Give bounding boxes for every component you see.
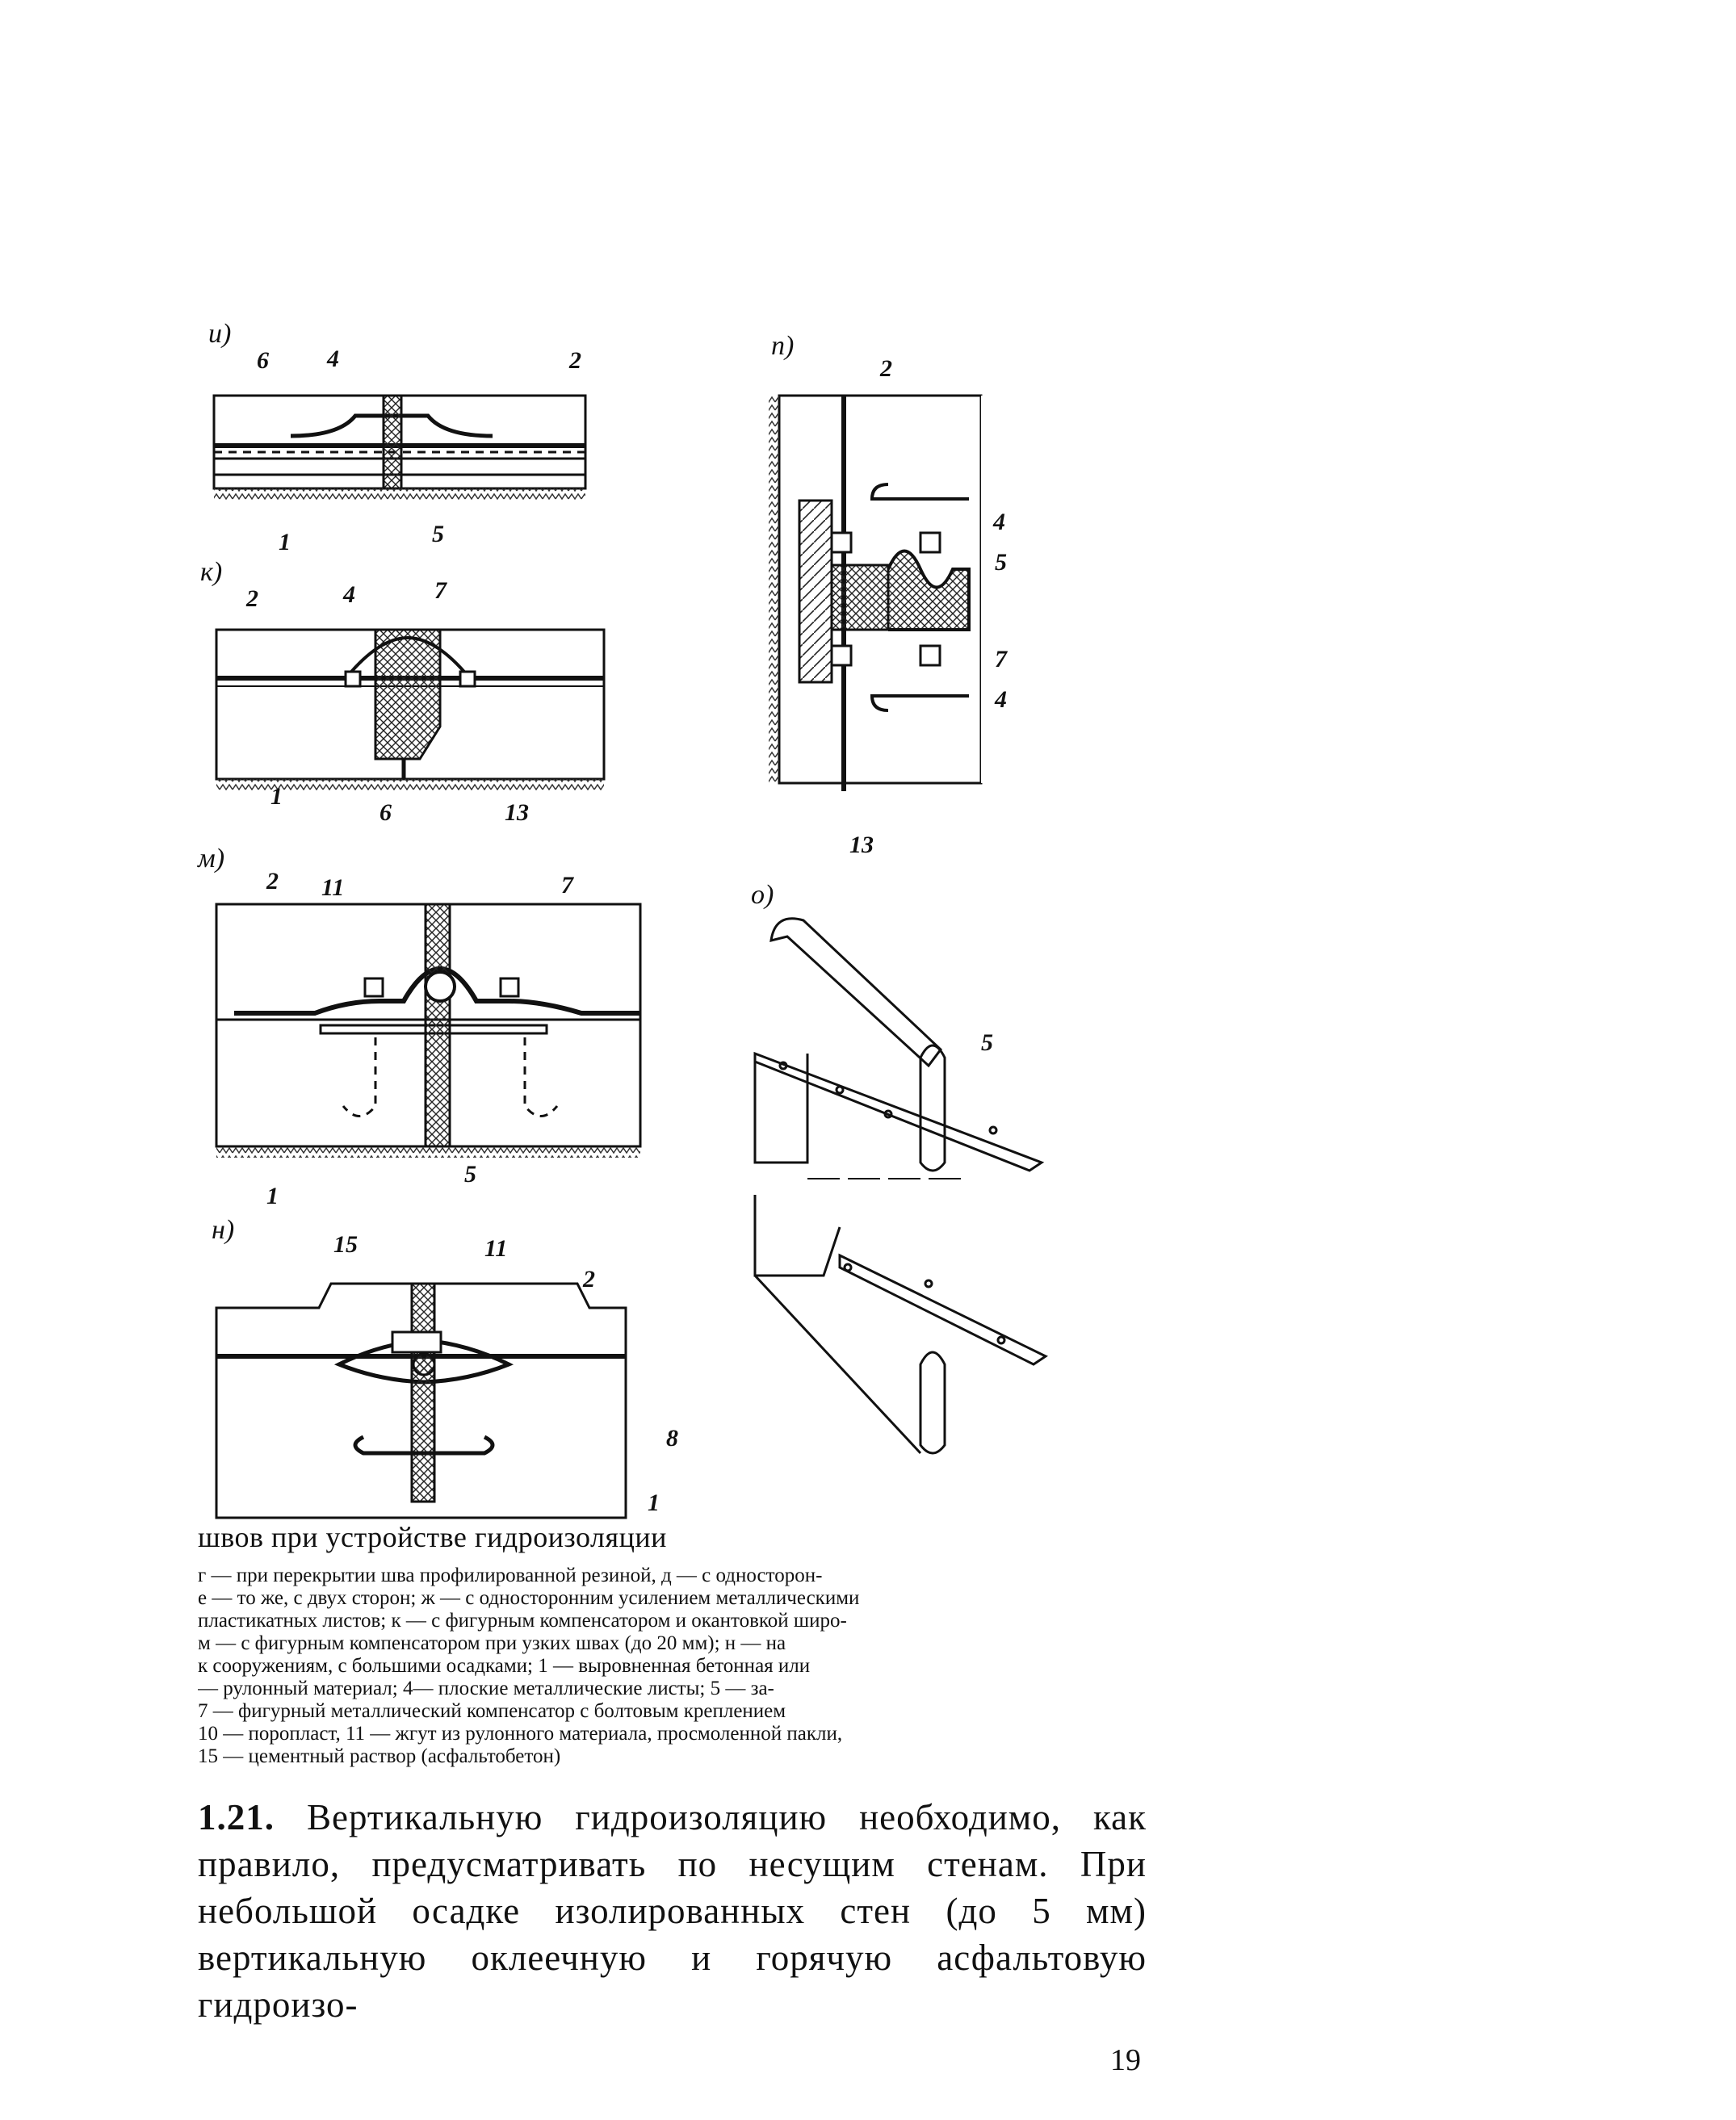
callout: 2 [266,868,279,895]
callout: 7 [561,872,573,899]
callout: 2 [583,1266,595,1293]
callout: 2 [880,355,892,382]
figure-legend [198,1565,1151,1768]
callout: 6 [257,347,269,374]
legend-line: 15 — цементный раствор (асфальтобетон) [198,1745,561,1767]
legend-line: 10 — поропласт, 11 — жгут из рулонного материала, просмоленной пакли, [198,1723,843,1745]
callout: 1 [279,529,291,555]
callout: 1 [270,783,283,810]
callout: 5 [464,1161,476,1188]
figure-caption-heading: швов при устройстве гидроизоляции [198,1521,667,1553]
callout: 4 [995,686,1007,713]
callout: 6 [379,799,392,826]
figure-k [216,630,604,790]
callout: 4 [993,509,1005,535]
figure-m [216,904,640,1158]
figure-label-o: о) [751,880,774,910]
figure-label-i: и) [208,319,232,349]
callout: 13 [505,799,529,826]
callout: 1 [648,1489,660,1516]
legend-line: м — с фигурным компенсатором при узких швах (до 20 мм); н — на [198,1632,786,1654]
paragraph-text: Вертикальную гидроизоляцию необходимо, как правило, предусматривать по несущим стенам. При небольшой осадке изолированных стен (до 5 мм) вертикальную оклеечную и горячую асфальтовую гидроизо- [198,1797,1147,2025]
callout: 7 [434,577,447,604]
figure-i [214,396,585,500]
figure-o [755,919,1046,1453]
callout: 2 [246,585,258,612]
figure-label-p: п) [771,331,795,361]
page-number: 19 [1110,2043,1141,2077]
figure-p [769,396,993,791]
callout: 15 [333,1231,358,1258]
paragraph-number: 1.21. [198,1797,275,1837]
callout: 11 [321,874,345,901]
legend-line: е — то же, с двух сторон; ж — с односторонним усилением металлическими [198,1587,860,1609]
callout: 4 [327,346,339,372]
legend-line: — рулонный материал; 4— плоские металлические листы; 5 — за- [198,1678,774,1699]
legend-line: к сооружениям, с большими осадками; 1 — выровненная бетонная или [198,1655,811,1677]
callout: 5 [995,549,1007,576]
legend-line: 7 — фигурный металлический компенсатор с болтовым креплением [198,1700,786,1722]
legend-line: пластикатных листов; к — с фигурным компенсатором и окантовкой широ- [198,1610,847,1632]
figure-label-m: м) [198,844,225,874]
callout: 2 [569,347,581,374]
callout: 4 [343,581,355,608]
callout: 13 [849,832,874,858]
callout: 8 [666,1425,678,1452]
body-paragraph [198,1794,1147,2028]
figure-n [216,1284,626,1518]
callout: 5 [981,1029,993,1056]
callout: 1 [266,1183,279,1209]
callout: 11 [484,1235,508,1262]
figure-label-n: н) [212,1215,235,1245]
callout: 5 [432,521,444,547]
callout: 7 [995,646,1007,672]
legend-line: г — при перекрытии шва профилированной резиной, д — с односторон- [198,1565,823,1586]
figure-label-k: к) [200,557,223,587]
